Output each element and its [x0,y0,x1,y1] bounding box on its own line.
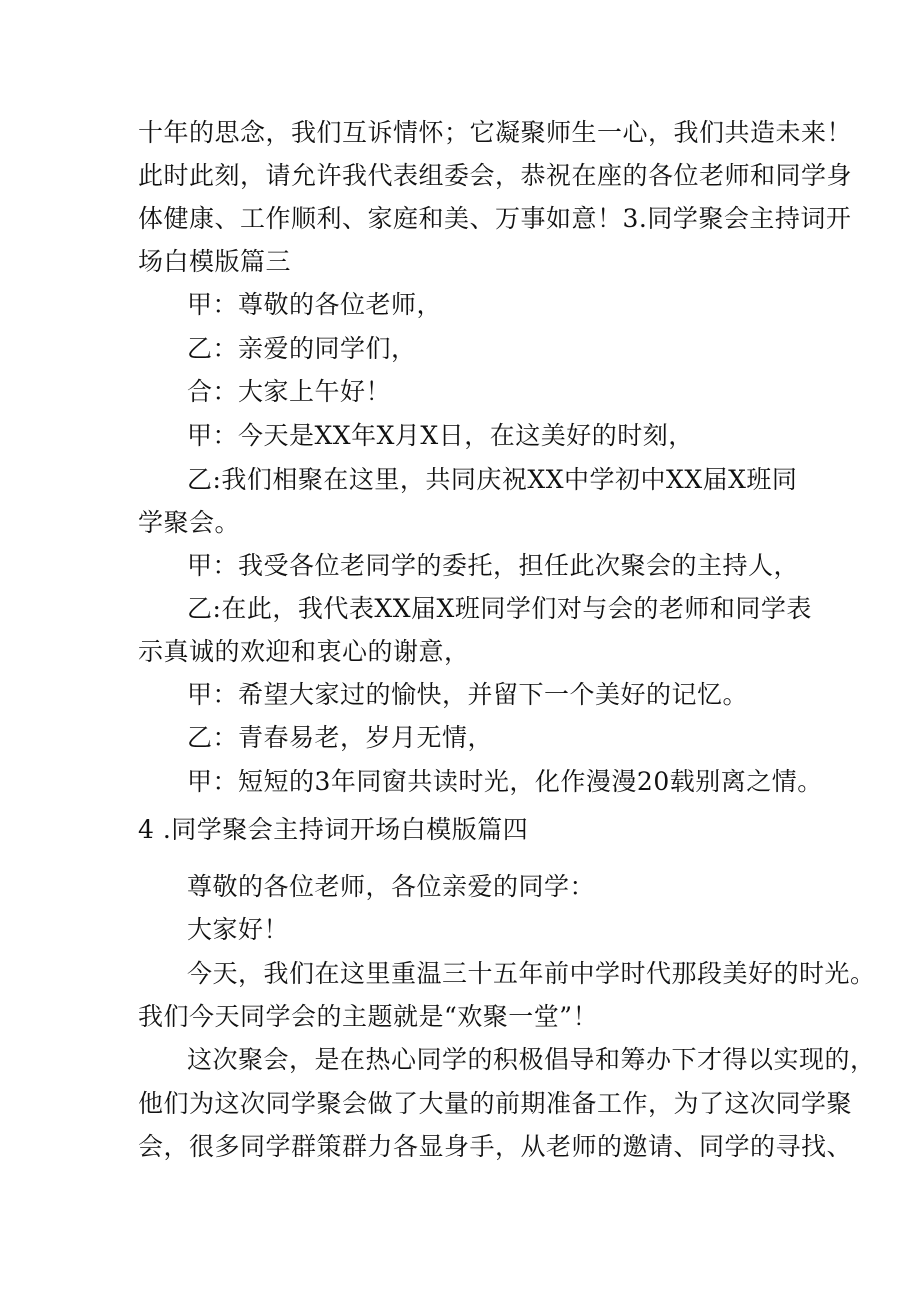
paragraph-line: 场白模版篇三 [138,247,292,276]
dialogue-line: 甲：短短的3年同窗共读时光，化作漫漫20载别离之情。 [187,767,823,796]
dialogue-line: 乙:在此，我代表XX届X班同学们对与会的老师和同学表 [187,594,812,623]
dialogue-line: 甲：尊敬的各位老师， [187,290,443,319]
paragraph-line: 我们今天同学会的主题就是“欢聚一堂”！ [138,1002,599,1031]
dialogue-line: 乙：青春易老，岁月无情， [187,723,494,752]
paragraph-line: 尊敬的各位老师，各位亲爱的同学： [187,872,596,901]
paragraph-line: 此时此刻，请允许我代表组委会，恭祝在座的各位老师和同学身 [138,161,853,190]
section-heading: 4 .同学聚会主持词开场白模版篇四 [138,815,529,844]
paragraph-line: 学聚会。 [138,508,241,537]
dialogue-line: 甲：希望大家过的愉快，并留下一个美好的记忆。 [187,680,749,709]
dialogue-line: 甲：我受各位老同学的委托，担任此次聚会的主持人， [187,551,800,580]
dialogue-line: 甲：今天是XX年X月X日，在这美好的时刻， [187,421,694,450]
paragraph-line: 十年的思念，我们互诉情怀；它凝聚师生一心，我们共造未来！ [138,118,853,147]
paragraph-line: 他们为这次同学聚会做了大量的前期准备工作，为了这次同学聚 [138,1089,853,1118]
paragraph-line: 体健康、工作顺利、家庭和美、万事如意！3.同学聚会主持词开 [138,204,852,233]
paragraph-line: 今天，我们在这里重温三十五年前中学时代那段美好的时光。 [187,959,876,988]
paragraph-line: 大家好！ [187,915,290,944]
paragraph-line: 这次聚会，是在热心同学的积极倡导和筹办下才得以实现的， [187,1045,876,1074]
paragraph-line: 会，很多同学群策群力各显身手，从老师的邀请、同学的寻找、 [138,1132,853,1161]
dialogue-line: 乙:我们相聚在这里，共同庆祝XX中学初中XX届X班同 [187,465,798,494]
dialogue-line: 合：大家上午好！ [187,377,392,406]
paragraph-line: 示真诚的欢迎和衷心的谢意， [138,637,470,666]
dialogue-line: 乙：亲爱的同学们， [187,334,417,363]
